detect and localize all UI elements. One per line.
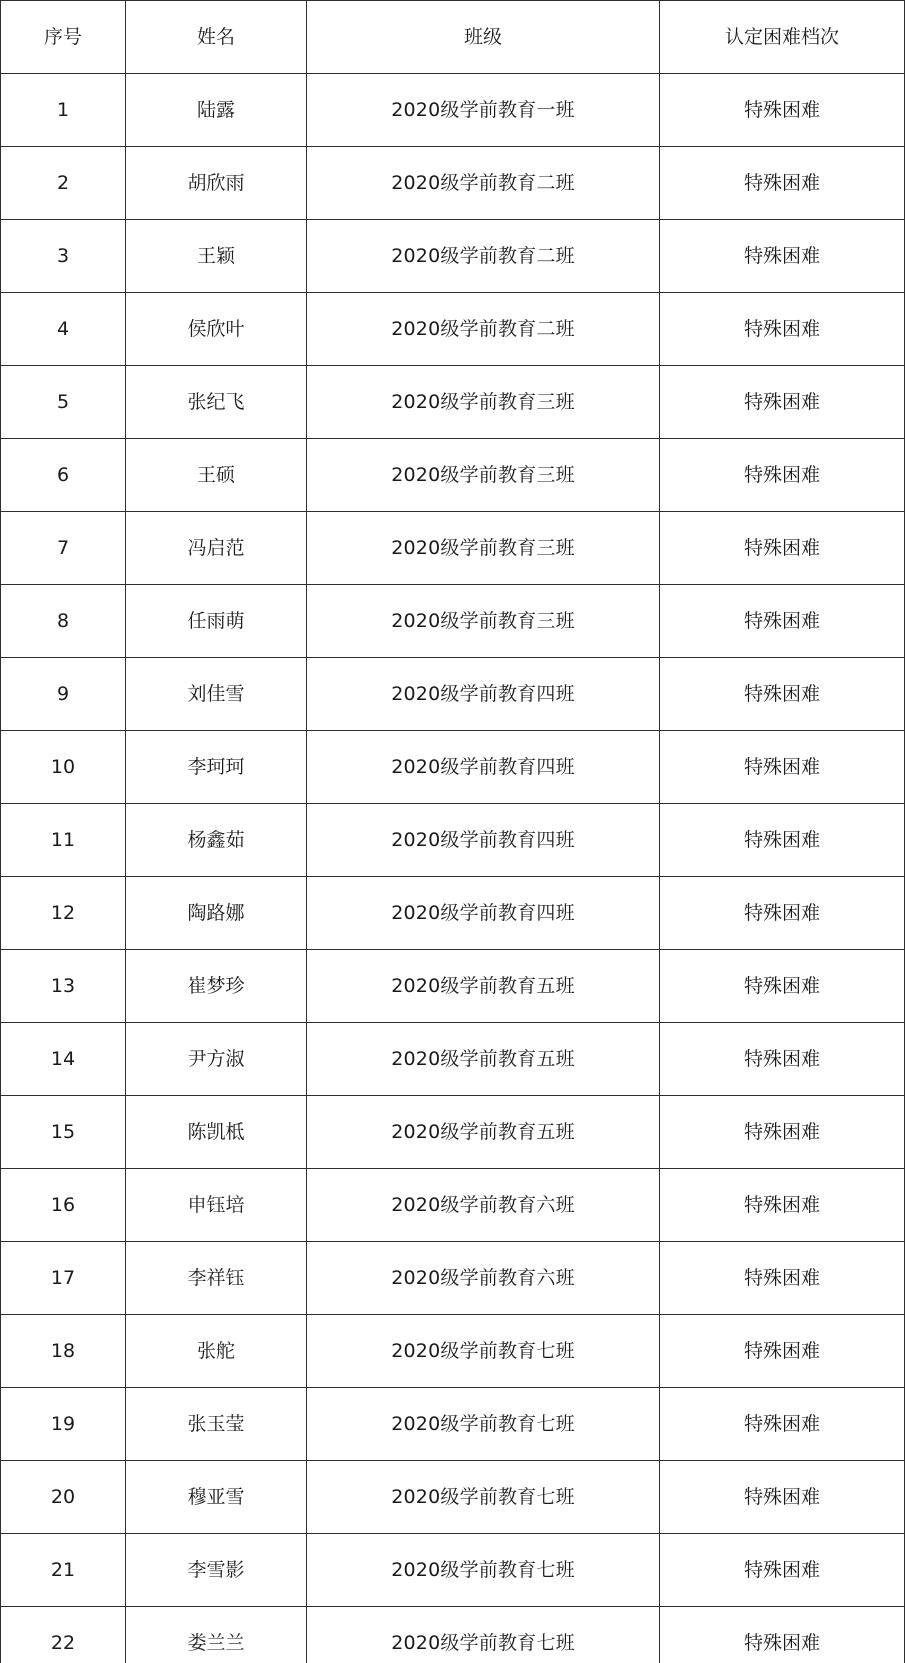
- cell-difficulty-level: 特殊困难: [660, 877, 905, 950]
- cell-name: 尹方淑: [126, 1023, 307, 1096]
- cell-seq: 13: [1, 950, 126, 1023]
- table-row: [1, 658, 905, 731]
- table-row: [1, 1388, 905, 1461]
- cell-name: 刘佳雪: [126, 658, 307, 731]
- cell-seq: 6: [1, 439, 126, 512]
- cell-seq: 4: [1, 293, 126, 366]
- header-difficulty-level: 认定困难档次: [660, 1, 905, 74]
- cell-class: 2020级学前教育三班: [307, 439, 660, 512]
- cell-difficulty-level: 特殊困难: [660, 731, 905, 804]
- table-row: [1, 147, 905, 220]
- header-seq: 序号: [1, 1, 126, 74]
- table-row: [1, 1242, 905, 1315]
- cell-class: 2020级学前教育七班: [307, 1461, 660, 1534]
- cell-name: 李珂珂: [126, 731, 307, 804]
- cell-class: 2020级学前教育二班: [307, 293, 660, 366]
- table-row: [1, 220, 905, 293]
- cell-seq: 3: [1, 220, 126, 293]
- cell-name: 李雪影: [126, 1534, 307, 1607]
- table-row: [1, 1315, 905, 1388]
- table-row: [1, 1461, 905, 1534]
- header-row: [1, 1, 905, 74]
- table-header: [1, 1, 905, 74]
- cell-class: 2020级学前教育六班: [307, 1242, 660, 1315]
- cell-seq: 14: [1, 1023, 126, 1096]
- cell-class: 2020级学前教育四班: [307, 804, 660, 877]
- cell-name: 李祥钰: [126, 1242, 307, 1315]
- table-row: [1, 439, 905, 512]
- cell-class: 2020级学前教育二班: [307, 220, 660, 293]
- table-row: [1, 293, 905, 366]
- table-row: [1, 804, 905, 877]
- table-row: [1, 950, 905, 1023]
- cell-class: 2020级学前教育四班: [307, 877, 660, 950]
- cell-seq: 17: [1, 1242, 126, 1315]
- cell-class: 2020级学前教育四班: [307, 731, 660, 804]
- cell-name: 侯欣叶: [126, 293, 307, 366]
- cell-name: 穆亚雪: [126, 1461, 307, 1534]
- cell-class: 2020级学前教育七班: [307, 1388, 660, 1461]
- cell-difficulty-level: 特殊困难: [660, 1461, 905, 1534]
- cell-difficulty-level: 特殊困难: [660, 1607, 905, 1663]
- cell-difficulty-level: 特殊困难: [660, 804, 905, 877]
- cell-seq: 18: [1, 1315, 126, 1388]
- cell-seq: 20: [1, 1461, 126, 1534]
- cell-name: 任雨萌: [126, 585, 307, 658]
- cell-difficulty-level: 特殊困难: [660, 74, 905, 147]
- cell-name: 胡欣雨: [126, 147, 307, 220]
- cell-class: 2020级学前教育五班: [307, 1023, 660, 1096]
- cell-seq: 22: [1, 1607, 126, 1663]
- table-row: [1, 1607, 905, 1663]
- table-row: [1, 585, 905, 658]
- cell-class: 2020级学前教育五班: [307, 1096, 660, 1169]
- cell-difficulty-level: 特殊困难: [660, 1096, 905, 1169]
- cell-seq: 7: [1, 512, 126, 585]
- table-row: [1, 1534, 905, 1607]
- cell-difficulty-level: 特殊困难: [660, 1534, 905, 1607]
- cell-difficulty-level: 特殊困难: [660, 1388, 905, 1461]
- cell-class: 2020级学前教育三班: [307, 512, 660, 585]
- cell-difficulty-level: 特殊困难: [660, 585, 905, 658]
- cell-seq: 21: [1, 1534, 126, 1607]
- cell-difficulty-level: 特殊困难: [660, 1242, 905, 1315]
- cell-difficulty-level: 特殊困难: [660, 220, 905, 293]
- cell-seq: 11: [1, 804, 126, 877]
- cell-class: 2020级学前教育七班: [307, 1315, 660, 1388]
- cell-class: 2020级学前教育四班: [307, 658, 660, 731]
- table-row: [1, 1023, 905, 1096]
- cell-difficulty-level: 特殊困难: [660, 366, 905, 439]
- cell-class: 2020级学前教育七班: [307, 1607, 660, 1663]
- table-row: [1, 731, 905, 804]
- cell-difficulty-level: 特殊困难: [660, 512, 905, 585]
- table-body: [1, 74, 905, 1663]
- cell-difficulty-level: 特殊困难: [660, 950, 905, 1023]
- cell-difficulty-level: 特殊困难: [660, 1169, 905, 1242]
- cell-class: 2020级学前教育七班: [307, 1534, 660, 1607]
- cell-class: 2020级学前教育二班: [307, 147, 660, 220]
- cell-seq: 1: [1, 74, 126, 147]
- cell-seq: 5: [1, 366, 126, 439]
- cell-difficulty-level: 特殊困难: [660, 1315, 905, 1388]
- cell-difficulty-level: 特殊困难: [660, 439, 905, 512]
- cell-seq: 8: [1, 585, 126, 658]
- header-name: 姓名: [126, 1, 307, 74]
- cell-class: 2020级学前教育六班: [307, 1169, 660, 1242]
- cell-class: 2020级学前教育五班: [307, 950, 660, 1023]
- cell-class: 2020级学前教育三班: [307, 366, 660, 439]
- cell-class: 2020级学前教育三班: [307, 585, 660, 658]
- cell-name: 王硕: [126, 439, 307, 512]
- cell-seq: 9: [1, 658, 126, 731]
- cell-name: 陶路娜: [126, 877, 307, 950]
- cell-name: 张玉莹: [126, 1388, 307, 1461]
- cell-name: 陈凯柢: [126, 1096, 307, 1169]
- table-row: [1, 512, 905, 585]
- cell-seq: 19: [1, 1388, 126, 1461]
- table-row: [1, 366, 905, 439]
- cell-name: 陆露: [126, 74, 307, 147]
- cell-class: 2020级学前教育一班: [307, 74, 660, 147]
- cell-name: 王颖: [126, 220, 307, 293]
- table-row: [1, 1169, 905, 1242]
- cell-seq: 2: [1, 147, 126, 220]
- cell-seq: 10: [1, 731, 126, 804]
- cell-difficulty-level: 特殊困难: [660, 147, 905, 220]
- cell-name: 崔梦珍: [126, 950, 307, 1023]
- cell-name: 张舵: [126, 1315, 307, 1388]
- table-row: [1, 877, 905, 950]
- cell-seq: 15: [1, 1096, 126, 1169]
- cell-seq: 16: [1, 1169, 126, 1242]
- table-row: [1, 1096, 905, 1169]
- cell-name: 申钰培: [126, 1169, 307, 1242]
- cell-name: 娄兰兰: [126, 1607, 307, 1663]
- header-class: 班级: [307, 1, 660, 74]
- cell-difficulty-level: 特殊困难: [660, 658, 905, 731]
- cell-name: 张纪飞: [126, 366, 307, 439]
- cell-seq: 12: [1, 877, 126, 950]
- table-row: [1, 74, 905, 147]
- cell-difficulty-level: 特殊困难: [660, 293, 905, 366]
- cell-name: 冯启范: [126, 512, 307, 585]
- cell-difficulty-level: 特殊困难: [660, 1023, 905, 1096]
- cell-name: 杨鑫茹: [126, 804, 307, 877]
